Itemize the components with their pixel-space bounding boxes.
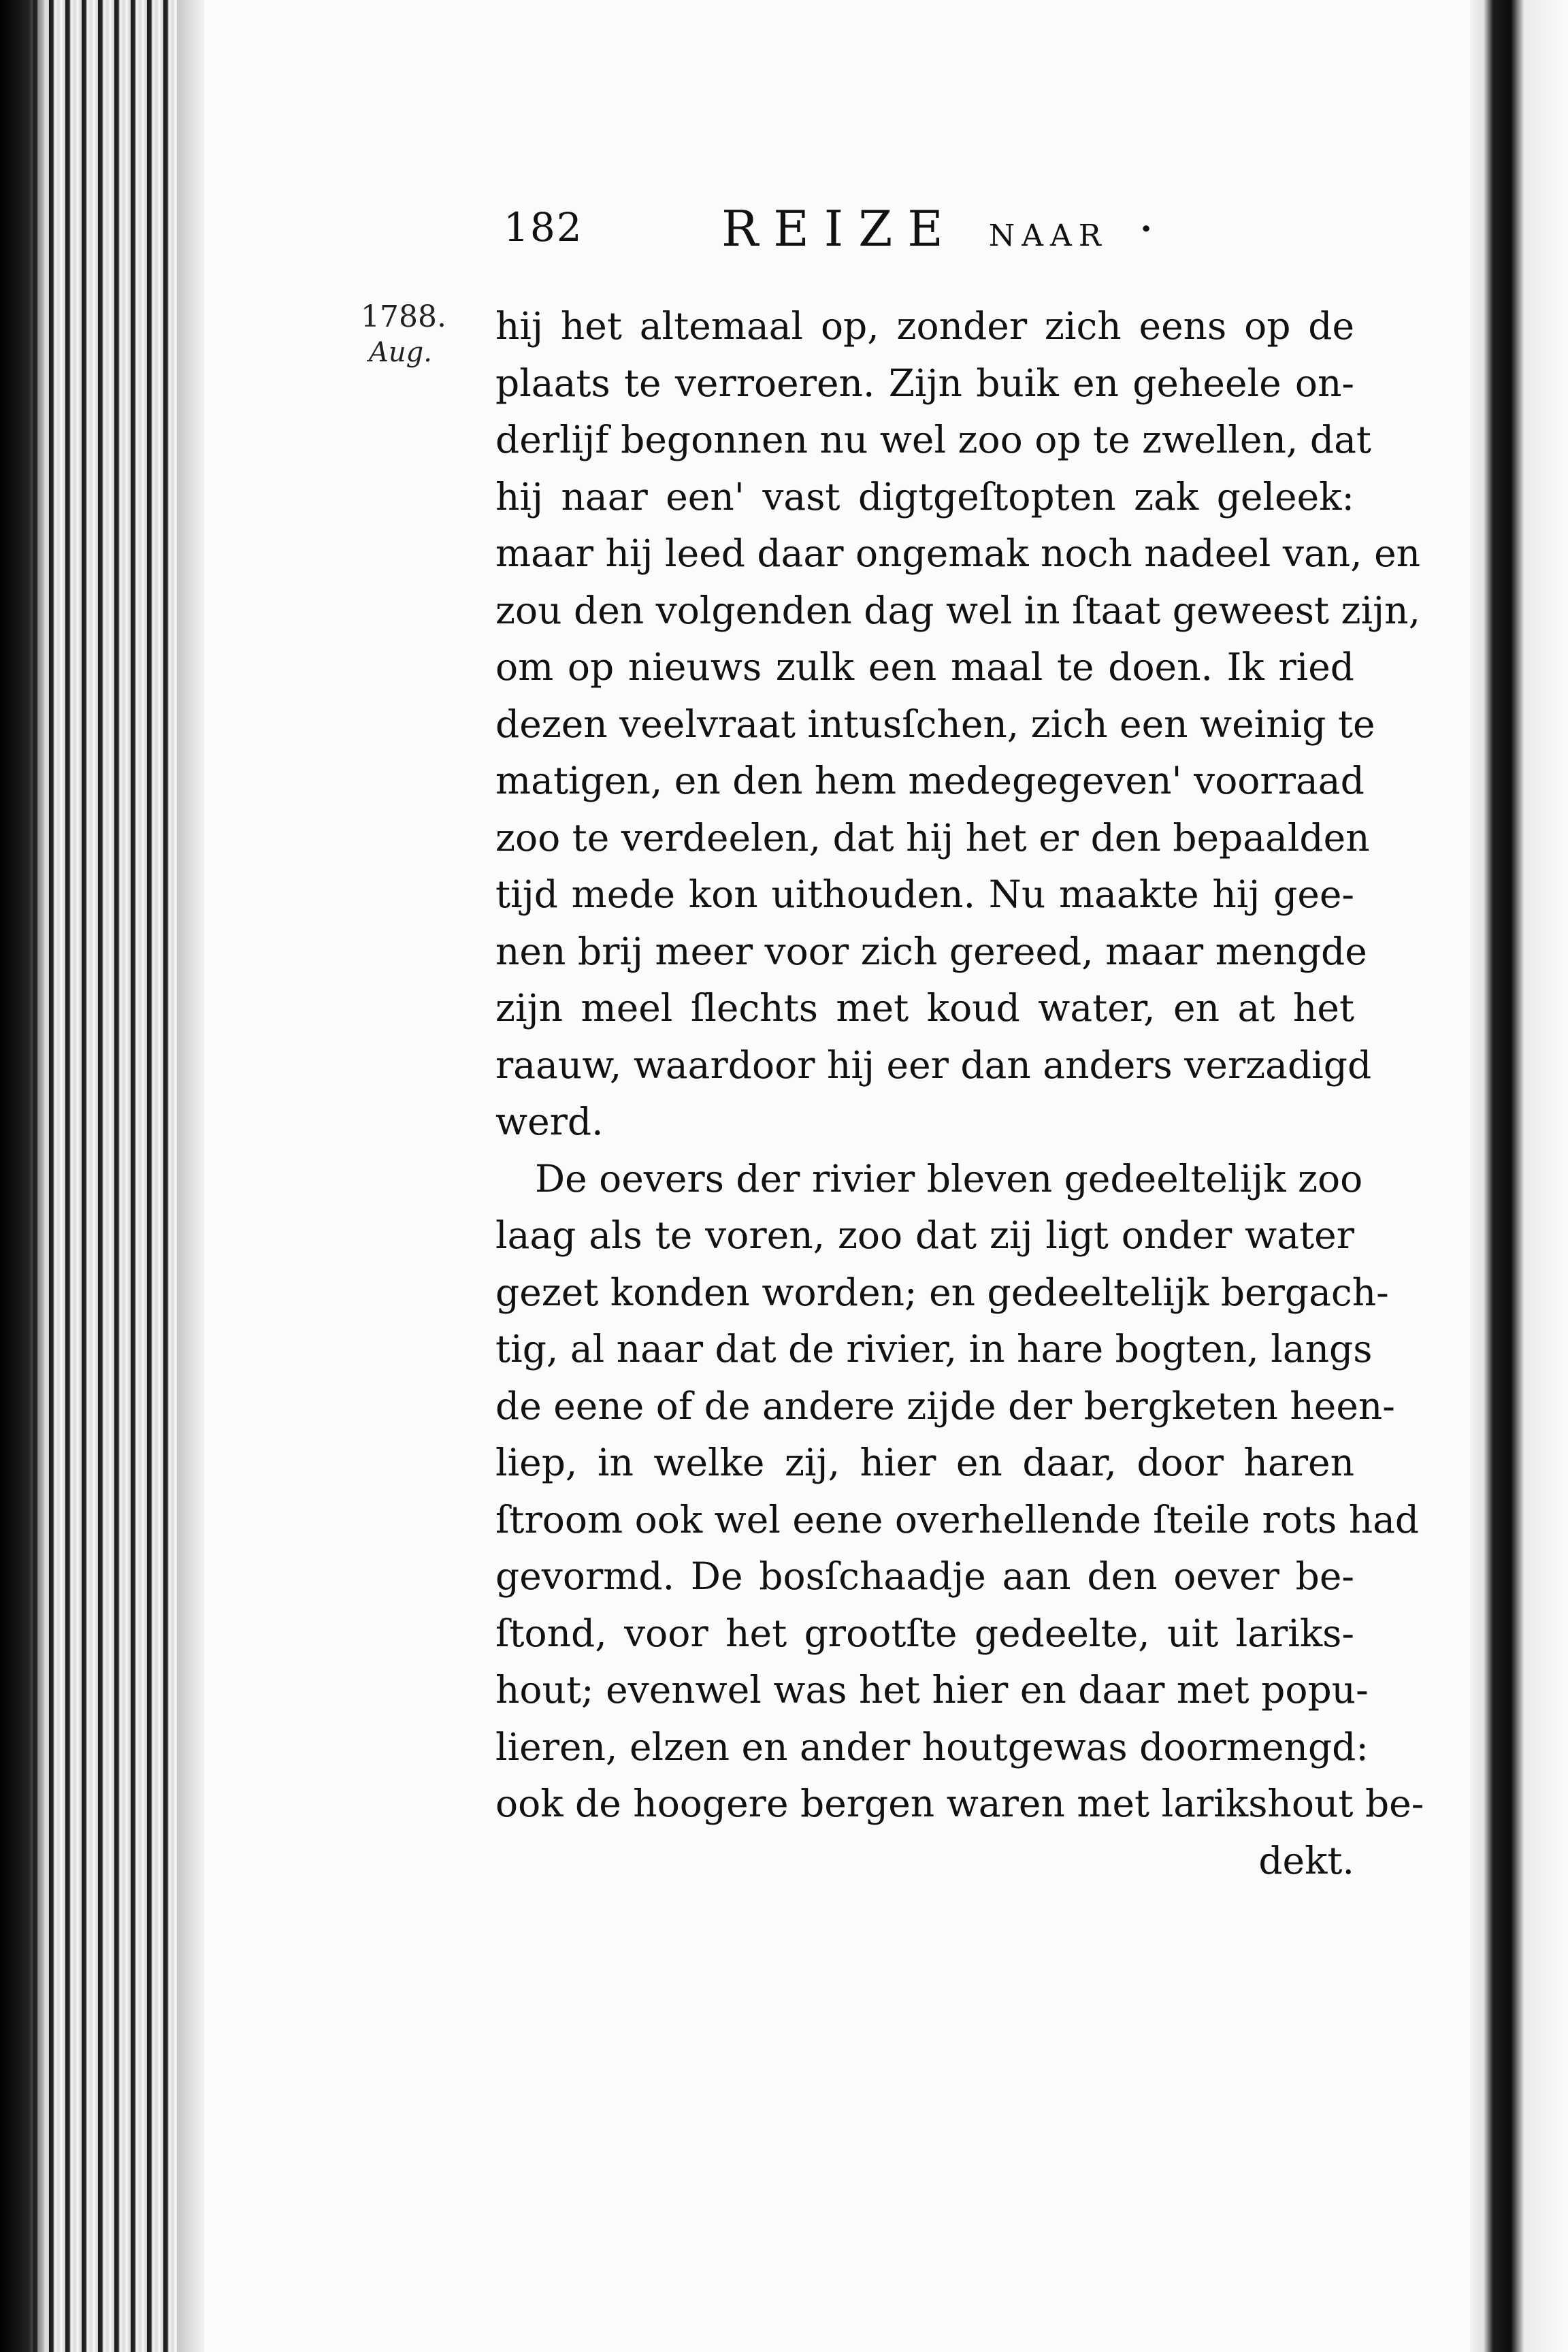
running-title-small: NAAR (988, 218, 1108, 253)
text-line: tijd mede kon uithouden. Nu maakte hij gee- (495, 872, 1354, 916)
page-gutter (177, 0, 204, 2352)
text-line: werd. (495, 1100, 604, 1143)
text-line: raauw, waardoor hij eer dan anders verzadigd (495, 1043, 1372, 1087)
text-line: De oevers der rivier bleven gedeeltelijk zoo (535, 1156, 1363, 1200)
text-line: tig, al naar dat de rivier, in hare bogten, langs (495, 1327, 1373, 1371)
book-page-edges (0, 0, 204, 2352)
text-line: derlijf begonnen nu wel zoo op te zwellen, dat (495, 418, 1371, 461)
text-line: gezet konden worden; en gedeeltelijk bergach- (495, 1270, 1389, 1314)
catchword: dekt. (1258, 1838, 1354, 1882)
running-title-main: REIZE (721, 200, 958, 257)
text-line: ſtroom ook wel eene overhellende ſteile rots had (495, 1497, 1420, 1541)
text-line: hij naar een' vast digtgeſtopten zak geleek: (495, 474, 1354, 519)
text-line: maar hij leed daar ongemak noch nadeel van, en (495, 532, 1421, 575)
text-line: liep, in welke zij, hier en daar, door haren (495, 1441, 1354, 1484)
body-text (495, 298, 1424, 1889)
paragraph-1 (495, 298, 1421, 1151)
margin-year: 1788. (361, 299, 446, 334)
text-line: zou den volgenden dag wel in ſtaat geweest zijn, (495, 588, 1421, 632)
margin-date-note (361, 299, 449, 370)
text-line: nen brij meer voor zich gereed, maar mengde (495, 929, 1367, 973)
text-line: hij het altemaal op, zonder zich eens op de (495, 304, 1354, 348)
text-line: zijn meel ſlechts met koud water, en at het (495, 986, 1354, 1030)
page-right-edge (1470, 0, 1568, 2352)
text-line: zoo te verdeelen, dat hij het er den bepaalden (495, 815, 1370, 860)
text-line: ook de hoogere bergen waren met larikshout be- (495, 1782, 1424, 1825)
text-line: om op nieuws zulk een maal te doen. Ik ried (495, 645, 1354, 689)
text-line: laag als te voren, zoo dat zij ligt onder water (495, 1213, 1354, 1257)
margin-month: Aug. (369, 337, 432, 368)
running-title: REIZE NAAR · (721, 200, 1169, 257)
paragraph-2 (495, 1151, 1424, 1833)
text-line: gevormd. De bosſchaadje aan den oever be- (495, 1554, 1354, 1598)
text-line: lieren, elzen en ander houtgewas doormengd: (495, 1725, 1369, 1769)
text-line: de eene of de andere zijde der bergketen heen- (495, 1384, 1395, 1428)
text-line: ſtond, voor het grootſte gedeelte, uit lariks- (495, 1611, 1354, 1655)
text-line: dezen veelvraat intusſchen, zich een weinig te (495, 702, 1375, 746)
running-header (504, 200, 1416, 265)
page-number: 182 (504, 204, 583, 250)
text-line: matigen, en den hem medegegeven' voorraad (495, 759, 1365, 802)
text-line: hout; evenwel was het hier en daar met popu- (495, 1668, 1369, 1712)
text-line: plaats te verroeren. Zijn buik en geheele on- (495, 361, 1354, 405)
binding-shadow (0, 0, 48, 2352)
